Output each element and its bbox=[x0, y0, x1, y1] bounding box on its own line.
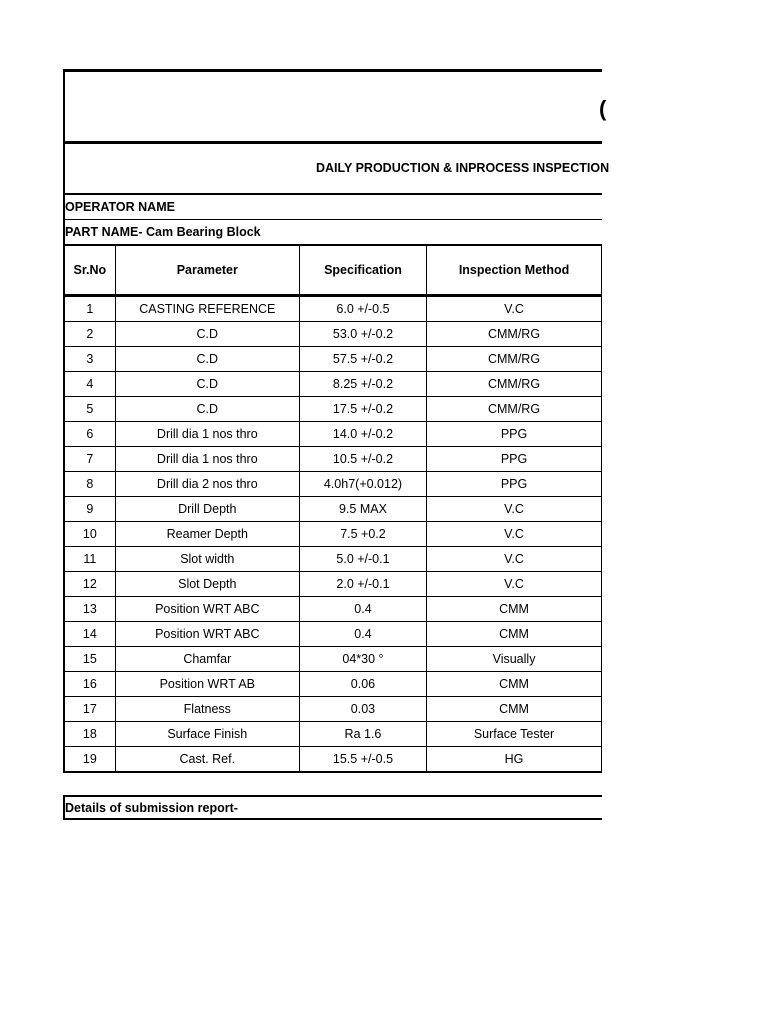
table-row bbox=[64, 296, 602, 322]
cell-sr-no: 1 bbox=[64, 296, 115, 322]
operator-name-label: OPERATOR NAME bbox=[65, 200, 175, 214]
table-row bbox=[64, 422, 602, 447]
cell-specification: 14.0 +/-0.2 bbox=[299, 422, 426, 447]
cell-parameter: C.D bbox=[115, 372, 299, 397]
table-header-row bbox=[64, 246, 602, 296]
header-sr-no: Sr.No bbox=[64, 246, 115, 296]
cell-sr-no: 6 bbox=[64, 422, 115, 447]
inspection-table bbox=[63, 245, 602, 773]
cell-inspection-method: V.C bbox=[427, 296, 602, 322]
cell-specification: 0.06 bbox=[299, 672, 426, 697]
cell-parameter: Reamer Depth bbox=[115, 522, 299, 547]
cell-parameter: Drill dia 1 nos thro bbox=[115, 422, 299, 447]
cell-sr-no: 12 bbox=[64, 572, 115, 597]
table-row bbox=[64, 397, 602, 422]
report-subtitle: DAILY PRODUCTION & INPROCESS INSPECTION bbox=[316, 161, 610, 175]
cell-inspection-method: PPG bbox=[427, 422, 602, 447]
cell-inspection-method: CMM bbox=[427, 672, 602, 697]
cell-specification: 04*30 ° bbox=[299, 647, 426, 672]
cell-parameter: Drill dia 2 nos thro bbox=[115, 472, 299, 497]
cell-parameter: Flatness bbox=[115, 697, 299, 722]
cell-specification: 53.0 +/-0.2 bbox=[299, 322, 426, 347]
table-row bbox=[64, 347, 602, 372]
cell-parameter: CASTING REFERENCE bbox=[115, 296, 299, 322]
table-row bbox=[64, 497, 602, 522]
cell-sr-no: 2 bbox=[64, 322, 115, 347]
table-row bbox=[64, 747, 602, 773]
table-row bbox=[64, 622, 602, 647]
cell-specification: 15.5 +/-0.5 bbox=[299, 747, 426, 773]
cell-sr-no: 18 bbox=[64, 722, 115, 747]
cell-specification: 7.5 +0.2 bbox=[299, 522, 426, 547]
cell-inspection-method: CMM bbox=[427, 597, 602, 622]
inspection-sheet bbox=[63, 69, 610, 829]
cell-inspection-method: CMM/RG bbox=[427, 347, 602, 372]
cell-parameter: Drill dia 1 nos thro bbox=[115, 447, 299, 472]
cell-sr-no: 13 bbox=[64, 597, 115, 622]
cell-inspection-method: CMM/RG bbox=[427, 372, 602, 397]
cell-inspection-method: PPG bbox=[427, 472, 602, 497]
cell-specification: 0.4 bbox=[299, 622, 426, 647]
cell-sr-no: 4 bbox=[64, 372, 115, 397]
cell-sr-no: 19 bbox=[64, 747, 115, 773]
table-row bbox=[64, 522, 602, 547]
cell-sr-no: 15 bbox=[64, 647, 115, 672]
cell-sr-no: 11 bbox=[64, 547, 115, 572]
part-row bbox=[63, 220, 602, 245]
part-name-label: PART NAME- Cam Bearing Block bbox=[65, 225, 261, 239]
cell-inspection-method: Visually bbox=[427, 647, 602, 672]
header-inspection-method: Inspection Method bbox=[427, 246, 602, 296]
cell-specification: 10.5 +/-0.2 bbox=[299, 447, 426, 472]
cell-sr-no: 17 bbox=[64, 697, 115, 722]
table-row bbox=[64, 647, 602, 672]
table-row bbox=[64, 697, 602, 722]
cell-inspection-method: V.C bbox=[427, 497, 602, 522]
cell-inspection-method: CMM bbox=[427, 622, 602, 647]
cell-specification: 8.25 +/-0.2 bbox=[299, 372, 426, 397]
submission-label: Details of submission report- bbox=[65, 801, 238, 815]
cell-specification: 4.0h7(+0.012) bbox=[299, 472, 426, 497]
title-box bbox=[63, 69, 607, 144]
table-body bbox=[64, 296, 602, 773]
cell-inspection-method: Surface Tester bbox=[427, 722, 602, 747]
cell-specification: 0.4 bbox=[299, 597, 426, 622]
cell-specification: 57.5 +/-0.2 bbox=[299, 347, 426, 372]
cell-parameter: Drill Depth bbox=[115, 497, 299, 522]
cell-sr-no: 7 bbox=[64, 447, 115, 472]
cell-inspection-method: V.C bbox=[427, 572, 602, 597]
table-row bbox=[64, 722, 602, 747]
cell-inspection-method: CMM bbox=[427, 697, 602, 722]
cell-parameter: Position WRT ABC bbox=[115, 622, 299, 647]
header-specification: Specification bbox=[299, 246, 426, 296]
cell-parameter: C.D bbox=[115, 322, 299, 347]
cell-sr-no: 14 bbox=[64, 622, 115, 647]
cell-inspection-method: V.C bbox=[427, 522, 602, 547]
cell-sr-no: 3 bbox=[64, 347, 115, 372]
cell-parameter: C.D bbox=[115, 397, 299, 422]
company-title: ( bbox=[599, 96, 607, 121]
cell-specification: 2.0 +/-0.1 bbox=[299, 572, 426, 597]
cell-specification: 5.0 +/-0.1 bbox=[299, 547, 426, 572]
cell-parameter: Position WRT ABC bbox=[115, 597, 299, 622]
cell-sr-no: 16 bbox=[64, 672, 115, 697]
cell-sr-no: 9 bbox=[64, 497, 115, 522]
cell-specification: 6.0 +/-0.5 bbox=[299, 296, 426, 322]
cell-inspection-method: V.C bbox=[427, 547, 602, 572]
cell-parameter: Surface Finish bbox=[115, 722, 299, 747]
cell-inspection-method: CMM/RG bbox=[427, 322, 602, 347]
submission-details bbox=[63, 795, 602, 820]
operator-row bbox=[63, 195, 602, 220]
cell-specification: Ra 1.6 bbox=[299, 722, 426, 747]
table-row bbox=[64, 372, 602, 397]
cell-inspection-method: CMM/RG bbox=[427, 397, 602, 422]
table-row bbox=[64, 572, 602, 597]
cell-inspection-method: PPG bbox=[427, 447, 602, 472]
cell-sr-no: 5 bbox=[64, 397, 115, 422]
table-row bbox=[64, 672, 602, 697]
cell-sr-no: 10 bbox=[64, 522, 115, 547]
cell-specification: 9.5 MAX bbox=[299, 497, 426, 522]
table-row bbox=[64, 472, 602, 497]
cell-specification: 0.03 bbox=[299, 697, 426, 722]
cell-parameter: Position WRT AB bbox=[115, 672, 299, 697]
table-row bbox=[64, 447, 602, 472]
table-row bbox=[64, 597, 602, 622]
cell-sr-no: 8 bbox=[64, 472, 115, 497]
cell-parameter: Cast. Ref. bbox=[115, 747, 299, 773]
cell-parameter: Slot width bbox=[115, 547, 299, 572]
cell-parameter: C.D bbox=[115, 347, 299, 372]
header-parameter: Parameter bbox=[115, 246, 299, 296]
cell-parameter: Slot Depth bbox=[115, 572, 299, 597]
cell-inspection-method: HG bbox=[427, 747, 602, 773]
cell-specification: 17.5 +/-0.2 bbox=[299, 397, 426, 422]
subtitle-row bbox=[63, 144, 610, 195]
table-row bbox=[64, 322, 602, 347]
table-row bbox=[64, 547, 602, 572]
cell-parameter: Chamfar bbox=[115, 647, 299, 672]
